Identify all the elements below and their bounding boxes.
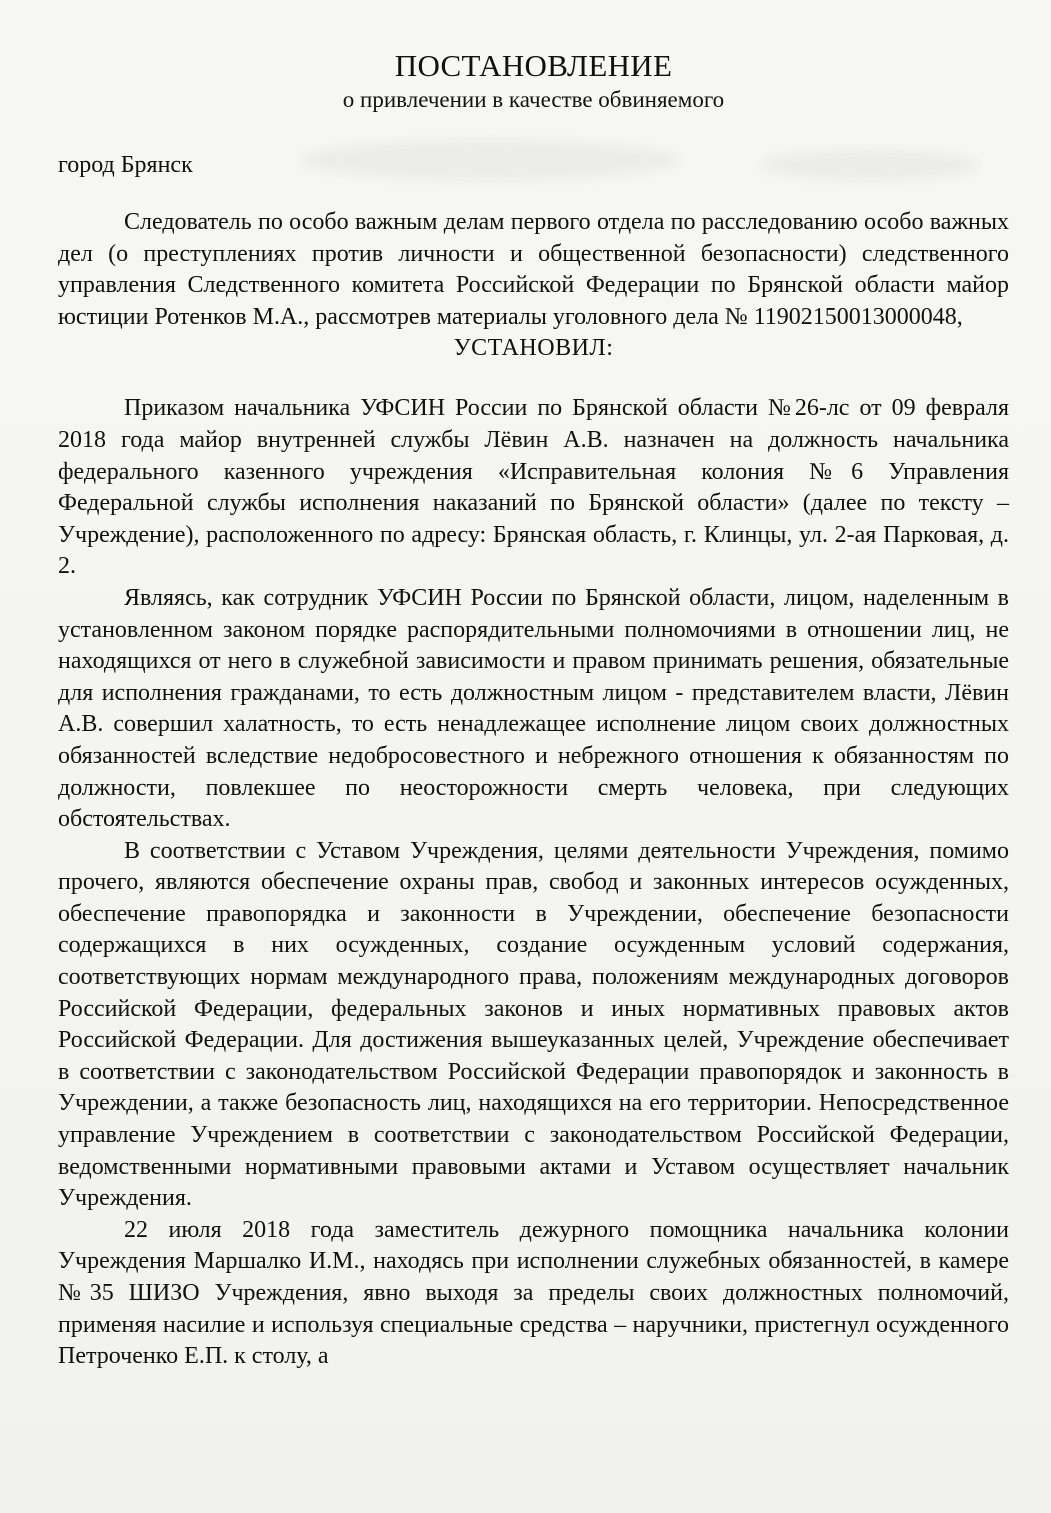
paragraph-incident: 22 июля 2018 года заместитель дежурного помощника начальника колонии Учреждения Маршалко И.М., находясь при исполнении служебных обязанностей, в камере №35 ШИЗО Учреждения, явно выходя за пределы своих должностных полномочий, применяя насилие и используя специальные средства – наручники, пристегнул осужденного Петроченко Е.П. к столу, а <box>58 1216 1009 1370</box>
scan-smudge <box>760 150 980 180</box>
city-line: город Брянск <box>58 152 193 178</box>
established-heading: УСТАНОВИЛ: <box>453 335 614 362</box>
section-gap <box>58 364 1009 393</box>
intro-paragraph: Следователь по особо важным делам первого отдела по расследованию особо важных дел (о преступлениях против личности и общественной безопасности) следственного управления Следственного комитета Российской Федерации по Брянской области майор юстиции Ротенков М.А., рассмотрев материалы уголовного дела № 11902150013000048, <box>58 209 1009 330</box>
scan-smudge <box>300 140 680 180</box>
document-subtitle: о привлечении в качестве обвиняемого <box>342 87 725 112</box>
document-title: ПОСТАНОВЛЕНИЕ <box>394 48 673 83</box>
paragraph-charter: В соответствии с Уставом Учреждения, целями деятельности Учреждения, помимо прочего, являются обеспечение охраны прав, свобод и законных интересов осужденных, обеспечение правопорядка и законности в Учреждении, обеспечение безопасности содержащихся в них осужденных, создание осужденным условий содержания, соответствующих нормам международного права, положениям международных договоров Российской Федерации, федеральных законов и иных нормативных правовых актов Российской Федерации. Для достижения вышеуказанных целей, Учреждение обеспечивает в соответствии с законодательством Российской Федерации правопорядок и законность в Учреждении, а также безопасность лиц, находящихся на его территории. Непосредственное управление Учреждением в соответствии с законодательством Российской Федерации, ведомственными нормативными правовыми актами и Уставом осуществляет начальник Учреждения. <box>58 837 1009 1212</box>
paragraph-negligence: Являясь, как сотрудник УФСИН России по Брянской области, лицом, наделенным в установленном законом порядке распорядительными полномочиями в отношении лиц, не находящихся от него в служебной зависимости и правом принимать решения, обязательные для исполнения гражданами, то есть должностным лицом - представителем власти, Лёвин А.В. совершил халатность, то есть ненадлежащее исполнение лицом своих должностных обязанностей вследствие недобросовестного и небрежного отношения к обязанностям по должности, повлекшее по неосторожности смерть человека, при следующих обстоятельствах. <box>58 584 1009 833</box>
paragraph-appointment: Приказом начальника УФСИН России по Брянской области №26-лс от 09 февраля 2018 года майор внутренней службы Лёвин А.В. назначен на должность начальника федерального казенного учреждения «Исправительная колония №6 Управления Федеральной службы исполнения наказаний по Брянской области» (далее по тексту – Учреждение), расположенного по адресу: Брянская область, г. Клинцы, ул. 2-ая Парковая, д. 2. <box>58 395 1009 580</box>
